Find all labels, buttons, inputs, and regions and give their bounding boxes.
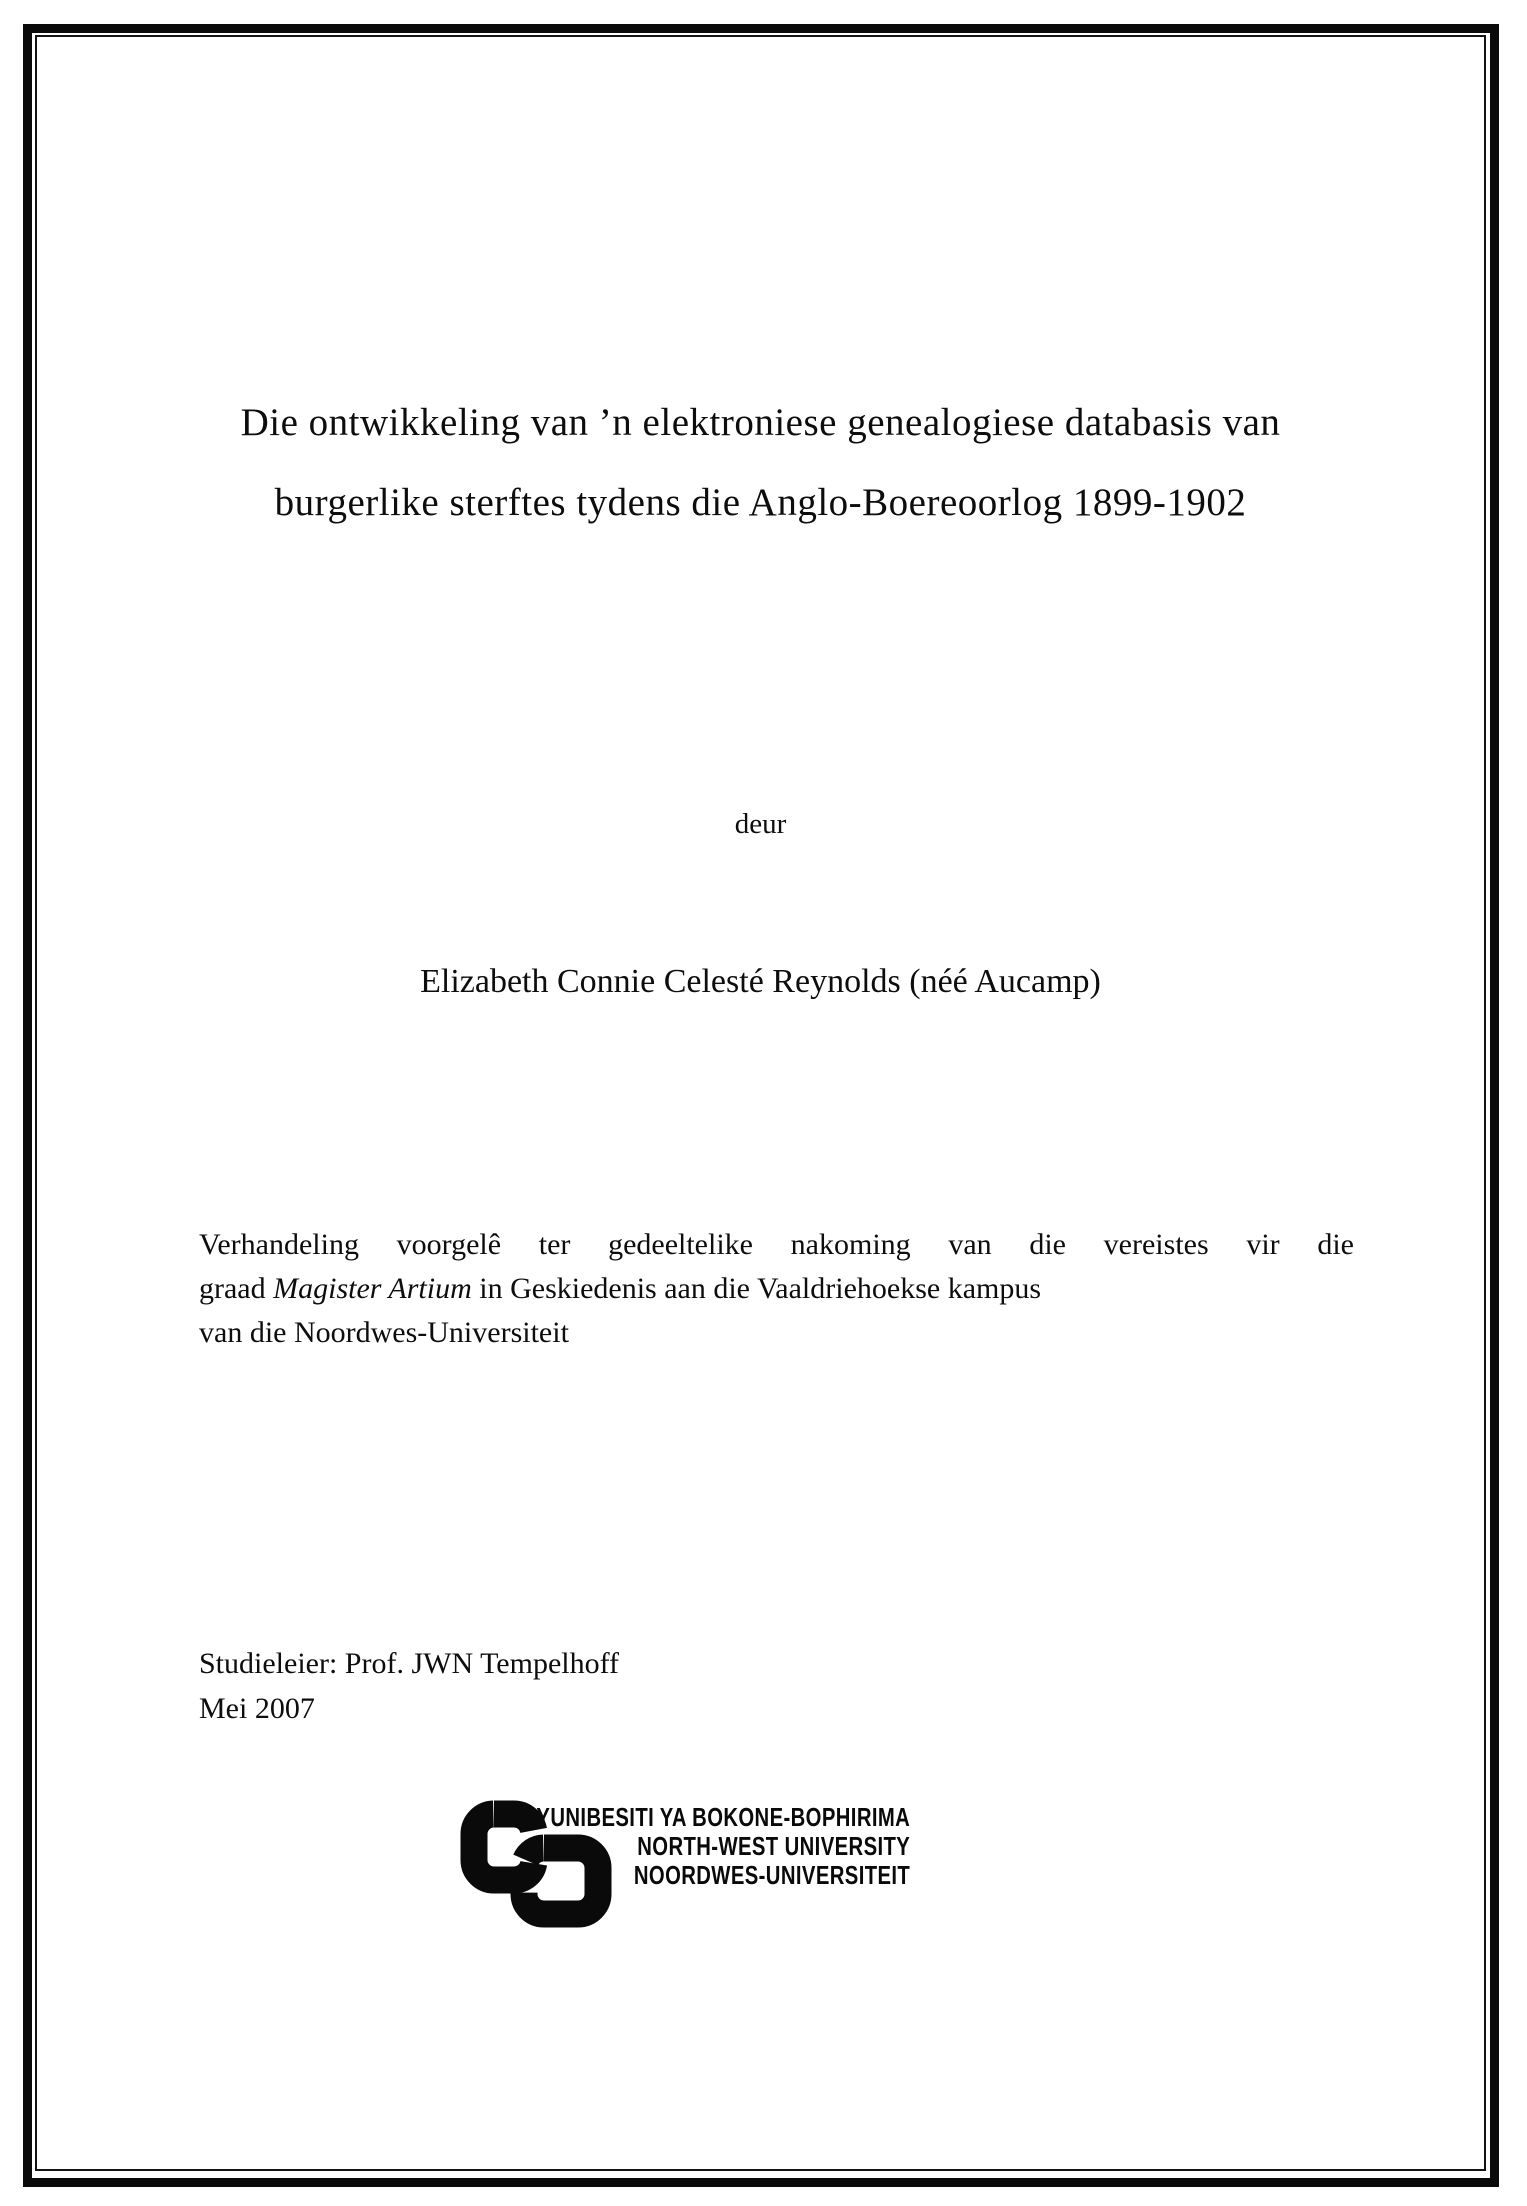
page-content — [37, 37, 1484, 2169]
byline-label: deur — [734, 808, 787, 840]
author-name: Elizabeth Connie Celesté Reynolds (néé Aucamp) — [420, 963, 1101, 1000]
degree-name: Magister Artium — [273, 1272, 472, 1305]
degree-statement-line1: Verhandeling voorgelê ter gedeeltelike nakoming van die vereistes vir die — [199, 1228, 1354, 1261]
thesis-title-line2: burgerlike sterftes tydens die Anglo-Boereoorlog 1899-1902 — [274, 481, 1247, 524]
nwu-logo-wordmark — [431, 1803, 910, 1890]
nwu-logo-line2: NORTH-WEST UNIVERSITY — [637, 1831, 910, 1861]
supervisor-block — [199, 1641, 619, 1731]
thesis-title — [37, 383, 1484, 543]
supervisor-line: Studieleier: Prof. JWN Tempelhoff — [199, 1647, 620, 1680]
thesis-title-line1: Die ontwikkeling van ’n elektroniese genealogiese databasis van — [240, 401, 1281, 444]
degree-statement — [199, 1223, 1354, 1355]
north-west-university-logo — [460, 1797, 910, 1932]
degree-statement-line3: van die Noordwes-Universiteit — [199, 1316, 569, 1349]
degree-statement-line2-prefix: graad — [199, 1272, 274, 1305]
degree-statement-line2 — [199, 1267, 1354, 1311]
nwu-logo-line3: NOORDWES-UNIVERSITEIT — [633, 1860, 910, 1890]
degree-statement-line2-suffix: in Geskiedenis aan die Vaaldriehoekse kampus — [471, 1272, 1042, 1305]
nwu-logo-line1: YUNIBESITI YA BOKONE-BOPHIRIMA — [536, 1802, 910, 1832]
date-line: Mei 2007 — [199, 1692, 315, 1725]
